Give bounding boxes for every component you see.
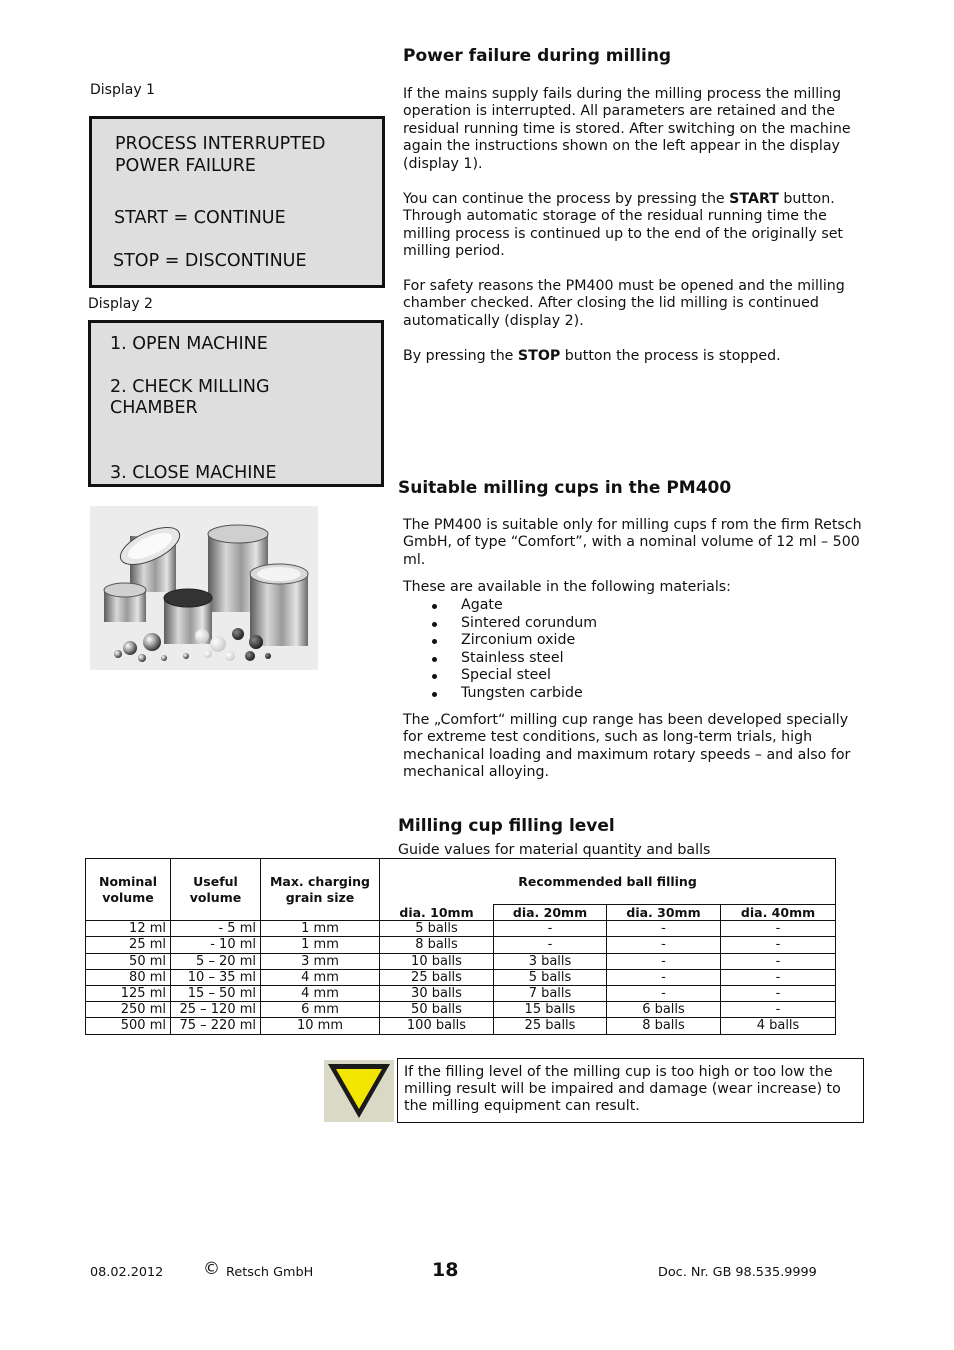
table-cell: 8 balls bbox=[380, 937, 494, 953]
filling-table-body bbox=[86, 921, 836, 1034]
display2-line: CHAMBER bbox=[110, 398, 198, 418]
display1-line: PROCESS INTERRUPTED bbox=[115, 134, 326, 154]
display1-line: POWER FAILURE bbox=[115, 156, 256, 176]
list-item: Agate bbox=[432, 597, 597, 615]
warning-note: If the filling level of the milling cup is too high or too low the milling result will be impaired and damage (wear increase) to the milling equipment can result. bbox=[397, 1058, 864, 1123]
cups-paragraph-3: The „Comfort“ milling cup range has been developed specially for extreme test conditions, such as long-term trials, high mechanical loading and maximum rotary speeds – and also for mechanical alloying. bbox=[403, 712, 851, 781]
header-dia-40: dia. 40mm bbox=[721, 905, 836, 921]
power-failure-paragraph-2 bbox=[403, 191, 861, 261]
table-cell: 6 mm bbox=[261, 1002, 380, 1018]
header-recommended-ball-filling: Recommended ball filling bbox=[380, 859, 836, 905]
table-cell: 12 ml bbox=[86, 921, 171, 937]
table-cell: 10 balls bbox=[380, 953, 494, 969]
display2-label: Display 2 bbox=[88, 296, 153, 312]
table-row bbox=[86, 985, 836, 1001]
table-row bbox=[86, 921, 836, 937]
table-cell: 15 – 50 ml bbox=[171, 985, 261, 1001]
table-cell: 4 mm bbox=[261, 969, 380, 985]
footer-date: 08.02.2012 bbox=[90, 1265, 164, 1280]
list-item: Tungsten carbide bbox=[432, 685, 597, 703]
table-cell: - bbox=[721, 985, 836, 1001]
table-header-row bbox=[86, 859, 836, 905]
table-cell: - bbox=[607, 985, 721, 1001]
table-cell: 25 balls bbox=[380, 969, 494, 985]
table-cell: 100 balls bbox=[380, 1018, 494, 1034]
table-cell: 7 balls bbox=[494, 985, 607, 1001]
table-cell: 50 ml bbox=[86, 953, 171, 969]
table-row bbox=[86, 1018, 836, 1034]
filling-heading: Milling cup filling level bbox=[398, 816, 615, 836]
table-cell: - bbox=[721, 1002, 836, 1018]
table-cell: - bbox=[607, 969, 721, 985]
table-cell: 250 ml bbox=[86, 1002, 171, 1018]
table-row bbox=[86, 1002, 836, 1018]
power-failure-paragraph-1: If the mains supply fails during the milling process the milling operation is interrupted. All parameters are retained and the residual running time is stored. After switching on the machine again the instructions shown on the left appear in the display (display 1). bbox=[403, 86, 851, 172]
display1-line: START = CONTINUE bbox=[114, 208, 286, 228]
display2-screen bbox=[88, 320, 384, 487]
power-failure-heading: Power failure during milling bbox=[403, 46, 672, 66]
p4-text: button the process is stopped. bbox=[560, 348, 781, 364]
table-cell: - bbox=[721, 969, 836, 985]
table-cell: 4 balls bbox=[721, 1018, 836, 1034]
list-item: Stainless steel bbox=[432, 650, 597, 668]
table-cell: 30 balls bbox=[380, 985, 494, 1001]
table-cell: - bbox=[494, 937, 607, 953]
display2-line: 2. CHECK MILLING bbox=[110, 377, 270, 397]
table-cell: 5 balls bbox=[380, 921, 494, 937]
table-cell: 25 – 120 ml bbox=[171, 1002, 261, 1018]
milling-cups-photo bbox=[90, 506, 318, 670]
table-cell: 3 mm bbox=[261, 953, 380, 969]
cups-paragraph-1: The PM400 is suitable only for milling cups f rom the firm Retsch GmbH, of type “Comfort”, with a nominal volume of 12 ml – 500 ml. bbox=[403, 517, 862, 568]
p4-text: By pressing the bbox=[403, 348, 518, 364]
materials-list bbox=[432, 597, 597, 703]
table-row bbox=[86, 953, 836, 969]
header-dia-10: dia. 10mm bbox=[380, 905, 494, 921]
power-failure-paragraph-4 bbox=[403, 348, 861, 365]
table-cell: - bbox=[721, 921, 836, 937]
table-cell: - bbox=[721, 937, 836, 953]
p2-text: You can continue the process by pressing the bbox=[403, 191, 730, 207]
table-cell: 25 ml bbox=[86, 937, 171, 953]
header-dia-20: dia. 20mm bbox=[494, 905, 607, 921]
table-cell: 1 mm bbox=[261, 937, 380, 953]
table-cell: 5 – 20 ml bbox=[171, 953, 261, 969]
filling-table bbox=[85, 858, 836, 1035]
filling-subtitle: Guide values for material quantity and balls bbox=[398, 842, 711, 858]
display2-line: 3. CLOSE MACHINE bbox=[110, 463, 277, 483]
table-cell: 500 ml bbox=[86, 1018, 171, 1034]
header-nominal-volume: Nominal volume bbox=[86, 859, 171, 921]
table-cell: - bbox=[721, 953, 836, 969]
table-cell: 15 balls bbox=[494, 1002, 607, 1018]
page-number: 18 bbox=[432, 1259, 459, 1281]
table-cell: 3 balls bbox=[494, 953, 607, 969]
cups-paragraph-2: These are available in the following materials: bbox=[403, 579, 731, 595]
table-cell: 6 balls bbox=[607, 1002, 721, 1018]
table-cell: 8 balls bbox=[607, 1018, 721, 1034]
header-max-grain-size: Max. charging grain size bbox=[261, 859, 380, 921]
table-cell: - bbox=[607, 921, 721, 937]
table-cell: 4 mm bbox=[261, 985, 380, 1001]
table-row bbox=[86, 969, 836, 985]
p2-text: button. Through automatic storage of the residual running time the milling process is continued up to the end of the originally set milling period. bbox=[403, 191, 843, 260]
table-cell: - 10 ml bbox=[171, 937, 261, 953]
table-cell: 1 mm bbox=[261, 921, 380, 937]
header-dia-30: dia. 30mm bbox=[607, 905, 721, 921]
table-cell: - 5 ml bbox=[171, 921, 261, 937]
table-cell: 75 – 220 ml bbox=[171, 1018, 261, 1034]
cups-heading: Suitable milling cups in the PM400 bbox=[398, 478, 732, 498]
table-cell: 125 ml bbox=[86, 985, 171, 1001]
display2-line: 1. OPEN MACHINE bbox=[110, 334, 268, 354]
header-useful-volume: Useful volume bbox=[171, 859, 261, 921]
start-keyword: START bbox=[729, 191, 779, 207]
display1-screen bbox=[89, 116, 385, 288]
display1-line: STOP = DISCONTINUE bbox=[113, 251, 307, 271]
warning-triangle-icon bbox=[324, 1060, 394, 1122]
list-item: Special steel bbox=[432, 667, 597, 685]
table-row bbox=[86, 937, 836, 953]
footer-doc-number: Doc. Nr. GB 98.535.9999 bbox=[658, 1265, 817, 1280]
table-cell: 80 ml bbox=[86, 969, 171, 985]
table-cell: 25 balls bbox=[494, 1018, 607, 1034]
table-cell: 10 mm bbox=[261, 1018, 380, 1034]
table-cell: 5 balls bbox=[494, 969, 607, 985]
table-cell: - bbox=[494, 921, 607, 937]
stop-keyword: STOP bbox=[517, 348, 561, 364]
list-item: Sintered corundum bbox=[432, 615, 597, 633]
table-cell: 10 – 35 ml bbox=[171, 969, 261, 985]
power-failure-paragraph-3: For safety reasons the PM400 must be opened and the milling chamber checked. After closing the lid milling is continued automatically (display 2). bbox=[403, 278, 845, 329]
copyright-icon: © bbox=[203, 1259, 220, 1279]
table-cell: - bbox=[607, 953, 721, 969]
list-item: Zirconium oxide bbox=[432, 632, 597, 650]
table-cell: 50 balls bbox=[380, 1002, 494, 1018]
table-cell: - bbox=[607, 937, 721, 953]
display1-label: Display 1 bbox=[90, 82, 155, 98]
footer-company: Retsch GmbH bbox=[226, 1265, 314, 1280]
